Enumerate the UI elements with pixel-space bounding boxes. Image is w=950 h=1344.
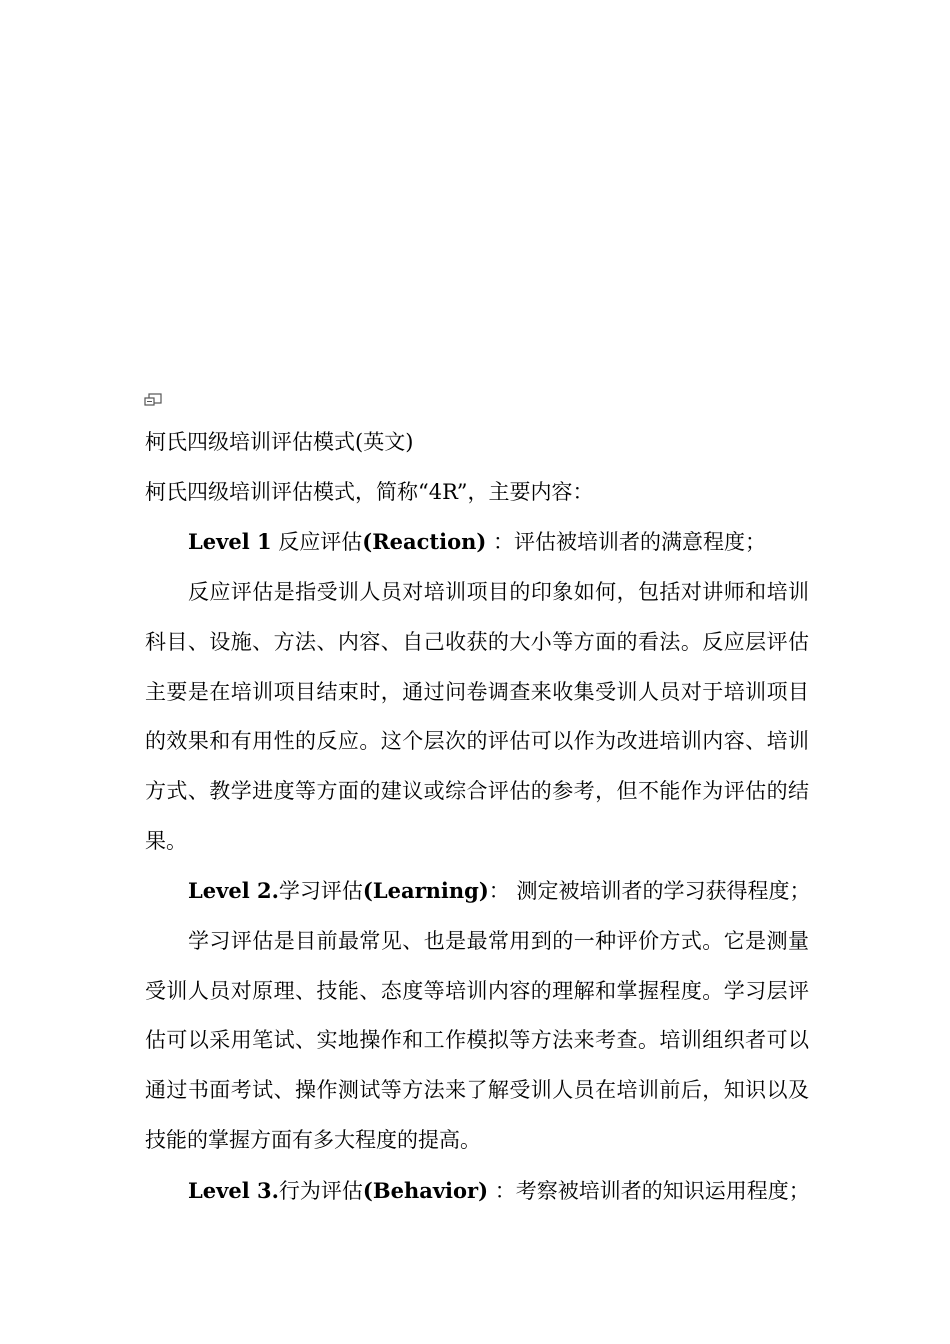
document-body xyxy=(145,418,809,1216)
level-2-en: (Learning) xyxy=(362,878,489,904)
level-2-cn: 学习评估 xyxy=(278,879,363,904)
level-3-desc: ：考察被培训者的知识运用程度； xyxy=(488,1178,810,1203)
level-1-en: (Reaction) xyxy=(362,529,487,555)
intro-text: 柯氏四级培训评估模式，简称“4R”，主要内容： xyxy=(145,479,594,504)
level-1-label: Level 1 xyxy=(188,529,272,555)
level-2-label: Level 2. xyxy=(188,878,279,904)
level-1-cn: 反应评估 xyxy=(271,530,363,555)
level-2-desc: ： 测定被培训者的学习获得程度； xyxy=(488,879,811,904)
level-3-label: Level 3. xyxy=(188,1177,279,1203)
level-2-heading xyxy=(145,866,809,917)
document-link-icon[interactable] xyxy=(144,393,162,407)
level-3-en: (Behavior) xyxy=(362,1177,489,1203)
level-1-heading xyxy=(145,517,809,568)
level-1-desc: ：评估被培训者的满意程度； xyxy=(486,530,766,555)
level-1-body: 反应评估是指受训人员对培训项目的印象如何，包括对讲师和培训科目、设施、方法、内容、自己收获的大小等方面的看法。反应层评估主要是在培训项目结束时，通过问卷调查来收集受训人员对于培训项目的效果和有用性的反应。这个层次的评估可以作为改进培训内容、培训方式、教学进度等方面的建议或综合评估的参考，但不能作为评估的结果。 xyxy=(145,580,809,853)
document-title: 柯氏四级培训评估模式(英文) xyxy=(145,430,414,454)
level-3-heading xyxy=(145,1166,809,1217)
level-2-body: 学习评估是目前最常见、也是最常用到的一种评价方式。它是测量受训人员对原理、技能、态度等培训内容的理解和掌握程度。学习层评估可以采用笔试、实地操作和工作模拟等方法来考查。培训组织者可以通过书面考试、操作测试等方法来了解受训人员在培训前后，知识以及技能的掌握方面有多大程度的提高。 xyxy=(145,929,809,1152)
level-3-cn: 行为评估 xyxy=(278,1178,363,1203)
